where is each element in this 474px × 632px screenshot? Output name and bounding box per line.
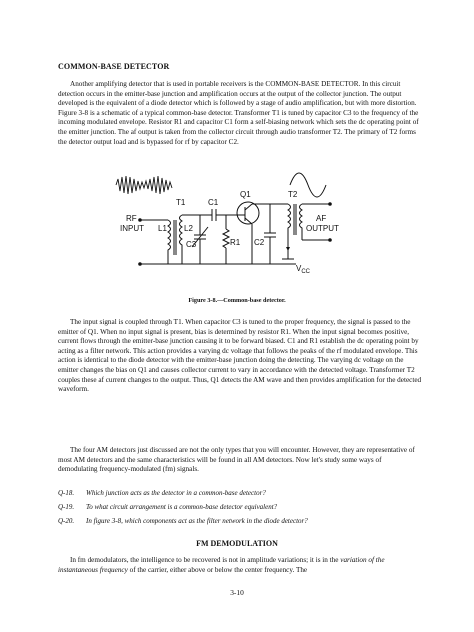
rf-modulated-waveform	[116, 176, 172, 194]
label-vcc: $V_{CC}$	[296, 264, 311, 275]
question-number: Q-18.	[58, 489, 75, 497]
question-text: In figure 3-8, which components act as the filter network in the diode detector?	[86, 517, 308, 525]
fm-text-c: of the carrier, either above or below the center frequency. The	[127, 565, 308, 574]
label-t2: T2	[288, 190, 298, 199]
label-l2: L2	[184, 224, 193, 233]
transformer-t1-primary	[168, 220, 171, 264]
label-af: AF	[316, 214, 327, 223]
page-number: 3-10	[230, 588, 244, 597]
label-l1: L1	[158, 224, 167, 233]
transformer-t1-secondary	[180, 215, 183, 264]
question-text: To what circuit arrangement is a common-base detector equivalent?	[86, 503, 278, 511]
figure-caption: Figure 3-8.—Common-base detector.	[188, 297, 286, 304]
label-c2: C2	[254, 238, 265, 247]
question-item	[58, 489, 438, 498]
paragraph-fm	[58, 556, 422, 575]
label-r1: R1	[230, 238, 241, 247]
paragraph-operation: The input signal is coupled through T1. When capacitor C3 is tuned to the proper frequency, the signal is passed to the emitter of Q1. When no input signal is present, bias is determined by resistor R1. When the input signal becomes positive, current flows through the emitter-base junction causing it to be forward biased. C1 and R1 establish the dc operating point by acting as a filter network. This action provides a varying dc voltage that follows the peaks of the rf modulated envelope. This action is identical to the diode detector with the emitter-base junction doing the detecting. The varying dc voltage on the emitter changes the bias on Q1 and causes collector current to vary in accordance with the detected voltage. Transformer T2 couples these af current changes to the output. Thus, Q1 detects the AM wave and then provides amplification for the detected waveform.	[58, 318, 422, 394]
question-number: Q-19.	[58, 503, 75, 511]
transformer-t2-secondary	[300, 204, 303, 240]
section-title: FM DEMODULATION	[196, 539, 278, 548]
label-c3: C3	[186, 240, 197, 249]
paragraph-summary: The four AM detectors just discussed are not the only types that you will encounter. However, they are representative of most AM detectors and the same characteristics will be found in all AM detectors. Now let's study some ways of demodulating frequency-modulated (fm) signals.	[58, 446, 415, 474]
transformer-t2-primary	[288, 204, 291, 240]
label-output: OUTPUT	[306, 224, 339, 233]
question-number: Q-20.	[58, 517, 75, 525]
fm-text-emphasis: variation of the instantaneous frequency	[58, 556, 385, 574]
circuit-schematic	[100, 165, 374, 290]
label-t1: T1	[176, 198, 186, 207]
resistor-r1	[223, 229, 229, 248]
question-item	[58, 503, 438, 512]
section-heading: COMMON-BASE DETECTOR	[58, 62, 170, 71]
label-input: INPUT	[120, 224, 144, 233]
label-rf: RF	[126, 214, 137, 223]
paragraph-intro: Another amplifying detector that is used in portable receivers is the COMMON-BASE DETECTOR. In this circuit detection occurs in the emitter-base junction and amplification occurs at the output of the collector junction. The output developed is the equivalent of a diode detector which is followed by a stage of audio amplification, but with more distortion. Figure 3-8 is a schematic of a typical common-base detector. Transformer T1 is tuned by capacitor C3 to the frequency of the incoming modulated envelope. Resistor R1 and capacitor C1 form a self-biasing network which sets the dc operating point of the emitter junction. The af output is taken from the collector circuit through audio transformer T2. The primary of T2 forms the detector output load and is bypassed for rf by capacitor C2.	[58, 80, 419, 146]
label-q1: Q1	[240, 190, 251, 199]
label-c1: C1	[208, 198, 219, 207]
question-text: Which junction acts as the detector in a common-base detector?	[86, 489, 266, 497]
fm-text-a: In fm demodulators, the intelligence to be recovered is not in amplitude variations; it is in the	[70, 556, 339, 564]
question-item	[58, 517, 438, 526]
